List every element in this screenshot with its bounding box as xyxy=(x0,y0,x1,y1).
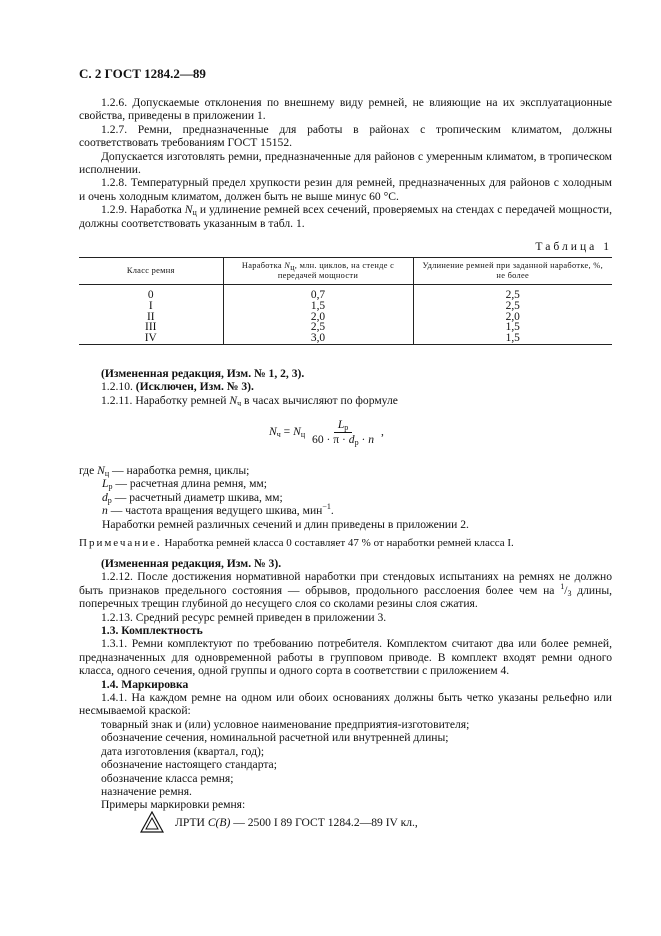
paragraph-1-2-12: 1.2.12. После достижения нормативной наработки при стендовых испытаниях на ремнях не должно быть признаков предельного состояния — обрывов, продольного расслоения более чем на $^1/_3$ длины, поперечных трещин глубиной до несущего слоя со сколами резины слоя сжатия. xyxy=(79,570,613,611)
edit-note-2: (Измененная редакция, Изм. № 3). xyxy=(101,557,282,570)
mark-item: товарный знак и (или) условное наименование предприятия-изготовителя; xyxy=(101,717,470,731)
note xyxy=(79,537,612,550)
table-row xyxy=(79,312,612,323)
page-header: С. 2 ГОСТ 1284.2—89 xyxy=(79,66,206,81)
table-cell-runtime: 2,5 xyxy=(223,322,413,333)
section-1-2-mid xyxy=(79,367,612,407)
paragraph-1-2-13: 1.2.13. Средний ресурс ремней приведен в приложении 3. xyxy=(101,610,387,624)
paragraph-1-2-10: 1.2.10. (Исключен, Изм. № 3). xyxy=(101,380,254,394)
legend-lp: $L_р$ — расчетная длина ремня, мм; xyxy=(102,477,267,492)
table-cell-elongation: 2,5 xyxy=(413,285,612,301)
table-row xyxy=(79,301,612,312)
triangle-mark-icon xyxy=(140,811,164,833)
section-1-2-bottom xyxy=(79,557,612,812)
mark-item: назначение ремня. xyxy=(101,784,192,798)
mark-item: дата изготовления (квартал, год); xyxy=(101,744,265,758)
table-cell-class: I xyxy=(148,299,153,312)
table-cell-runtime: 2,0 xyxy=(223,312,413,323)
legend-nc: где $N_ц$ — наработка ремня, циклы; xyxy=(79,464,250,478)
table-cell-runtime: 1,5 xyxy=(223,301,413,312)
paragraph-1-2-11: 1.2.11. Наработку ремней $N_ч$ в часах вычисляют по формуле xyxy=(101,393,398,408)
table-cell-class: IV xyxy=(79,333,223,344)
table-cell-elongation: 1,5 xyxy=(413,333,612,344)
table-header-class: Класс ремня xyxy=(79,258,223,285)
table-row xyxy=(79,333,612,344)
mark-item: обозначение класса ремня; xyxy=(101,771,234,785)
paragraph-1-4-1: 1.4.1. На каждом ремне на одном или обоих основаниях должны быть четко указаны рельефно или несмываемой краской: xyxy=(79,691,612,718)
paragraph-sections: Наработки ремней различных сечений и длин приведены в приложении 2. xyxy=(102,517,469,531)
table-row xyxy=(79,322,612,333)
heading-1-3: 1.3. Комплектность xyxy=(101,624,203,638)
paragraph-1-2-9: 1.2.9. Наработка $N_ц$ и удлинение ремней всех сечений, проверяемых на стендах с передачей мощности, должны соответствовать указанным в табл. 1. xyxy=(79,203,612,230)
note-label: Примечание. xyxy=(79,537,162,549)
marking-example: ЛРТИ С(В) — 2500 I 89 ГОСТ 1284.2—89 IV кл., xyxy=(175,816,418,829)
table-cell-elongation: 1,5 xyxy=(413,322,612,333)
table-cell-class: II xyxy=(146,310,155,323)
paragraph-1-2-8: 1.2.8. Температурный предел хрупкости резин для ремней, предназначенных для районов с холодным и очень холодным климатом, должен быть не выше минус 60 °С. xyxy=(79,176,612,203)
table-cell-elongation: 2,0 xyxy=(413,312,612,323)
table-cell-elongation: 2,5 xyxy=(413,301,612,312)
table-caption: Таблица 1 xyxy=(535,240,612,253)
formula-legend xyxy=(79,464,612,531)
paragraph-1-2-6: 1.2.6. Допускаемые отклонения по внешнему виду ремней, не влияющие на их эксплуатационные свойства, приведены в приложении 1. xyxy=(79,96,612,123)
table-cell-class: 0 xyxy=(147,289,154,301)
paragraph-1-2-7: 1.2.7. Ремни, предназначенные для работы в районах с тропическим климатом, должны соответствовать требованиям ГОСТ 15152. xyxy=(79,122,612,150)
table-header-elongation: Удлинение ремней при заданной наработке, %, не более xyxy=(413,258,612,285)
edit-note-1: (Измененная редакция, Изм. № 1, 2, 3). xyxy=(101,367,305,380)
table-cell-runtime: 3,0 xyxy=(223,333,413,344)
note-text: Наработка ремней класса 0 составляет 47 % от наработки ремней класса I. xyxy=(161,537,514,549)
examples-label: Примеры маркировки ремня: xyxy=(101,798,246,812)
table-1 xyxy=(79,257,612,345)
paragraph-tropical: Допускается изготовлять ремни, предназначенные для районов с умеренным климатом, в тропическом исполнении. xyxy=(79,149,612,177)
legend-dp: $d_р$ — расчетный диаметр шкива, мм; xyxy=(102,490,283,505)
table-header-runtime: Наработка $N_ц$, млн. циклов, на стенде с передачей мощности xyxy=(223,258,413,285)
table-cell-class: III xyxy=(145,321,157,334)
mark-item: обозначение настоящего стандарта; xyxy=(101,758,277,772)
runtime-formula: $N_ч = N_ц$ $\frac{L_р}{60 \cdot \pi \cdot d_р \cdot n}$ , xyxy=(269,418,384,447)
formula-fraction: $\frac{L_р}{60 \cdot \pi \cdot d_р \cdot n}$ xyxy=(312,418,375,447)
section-1-2-top xyxy=(79,96,612,230)
table-cell-runtime: 0,7 xyxy=(223,285,413,301)
legend-n: n — частота вращения ведущего шкива, мин$^{-1}$. xyxy=(102,502,334,518)
table-row xyxy=(79,285,612,301)
paragraph-1-3-1: 1.3.1. Ремни комплектуют по требованию потребителя. Комплектом считают два или более ремней, предназначенных для одновременной работы в групповом приводе. В комплект входят ремни одного класса, одного сечения, одной группы и одного сорта в соответствии с приложением 4. xyxy=(79,637,612,678)
mark-item: обозначение сечения, номинальной расчетной или внутренней длины; xyxy=(101,731,449,745)
heading-1-4: 1.4. Маркировка xyxy=(101,677,189,691)
